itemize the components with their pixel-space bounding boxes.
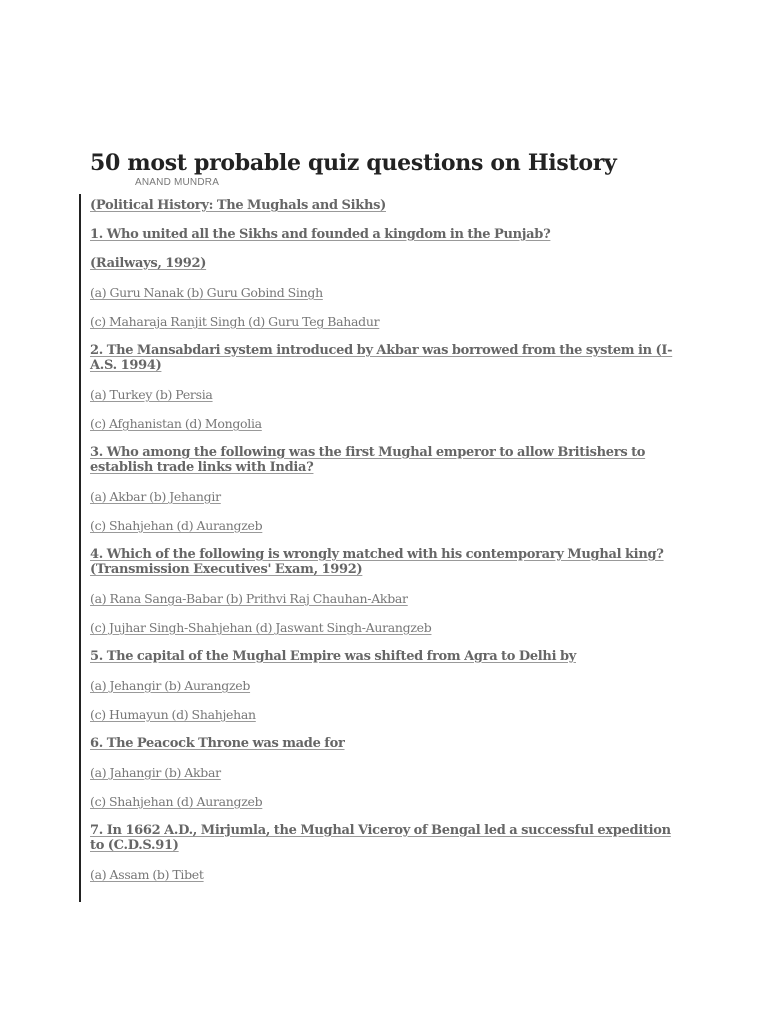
question-2-options-ab[interactable]: (a) Turkey (b) Persia [90, 387, 213, 402]
question-4-options-ab[interactable]: (a) Rana Sanga-Babar (b) Prithvi Raj Chauhan-Akbar [90, 591, 408, 606]
question-5-options-cd[interactable]: (c) Humayun (d) Shahjehan [90, 707, 256, 722]
blockquote-bar [79, 194, 81, 902]
question-7-options-ab[interactable]: (a) Assam (b) Tibet [90, 867, 204, 882]
author-name: ANAND MUNDRA [135, 177, 220, 188]
question-5[interactable]: 5. The capital of the Mughal Empire was shifted from Agra to Delhi by [90, 649, 576, 664]
question-2[interactable]: 2. The Mansabdari system introduced by Akbar was borrowed from the system in (I-A.S. 1994) [90, 343, 673, 373]
question-7[interactable]: 7. In 1662 A.D., Mirjumla, the Mughal Viceroy of Bengal led a successful expedition to (C.D.S.91) [90, 823, 671, 853]
question-1[interactable]: 1. Who united all the Sikhs and founded a kingdom in the Punjab? [90, 227, 551, 242]
question-4-options-cd[interactable]: (c) Jujhar Singh-Shahjehan (d) Jaswant Singh-Aurangzeb [90, 620, 432, 635]
document-body [90, 198, 680, 896]
question-1-options-ab[interactable]: (a) Guru Nanak (b) Guru Gobind Singh [90, 285, 323, 300]
question-1-source[interactable]: (Railways, 1992) [90, 256, 207, 271]
question-3[interactable]: 3. Who among the following was the first Mughal emperor to allow Britishers to establish trade links with India? [90, 445, 646, 475]
question-2-options-cd[interactable]: (c) Afghanistan (d) Mongolia [90, 416, 262, 431]
question-3-options-ab[interactable]: (a) Akbar (b) Jehangir [90, 489, 221, 504]
question-6[interactable]: 6. The Peacock Throne was made for [90, 736, 345, 751]
question-1-options-cd[interactable]: (c) Maharaja Ranjit Singh (d) Guru Teg Bahadur [90, 314, 380, 329]
question-3-options-cd[interactable]: (c) Shahjehan (d) Aurangzeb [90, 518, 263, 533]
question-5-options-ab[interactable]: (a) Jehangir (b) Aurangzeb [90, 678, 251, 693]
section-heading[interactable]: (Political History: The Mughals and Sikhs) [90, 198, 386, 213]
question-6-options-ab[interactable]: (a) Jahangir (b) Akbar [90, 765, 221, 780]
question-4[interactable]: 4. Which of the following is wrongly matched with his contemporary Mughal king? (Transmission Executives' Exam, 1992) [90, 547, 664, 577]
document-title: 50 most probable quiz questions on History [90, 150, 617, 176]
question-6-options-cd[interactable]: (c) Shahjehan (d) Aurangzeb [90, 794, 263, 809]
